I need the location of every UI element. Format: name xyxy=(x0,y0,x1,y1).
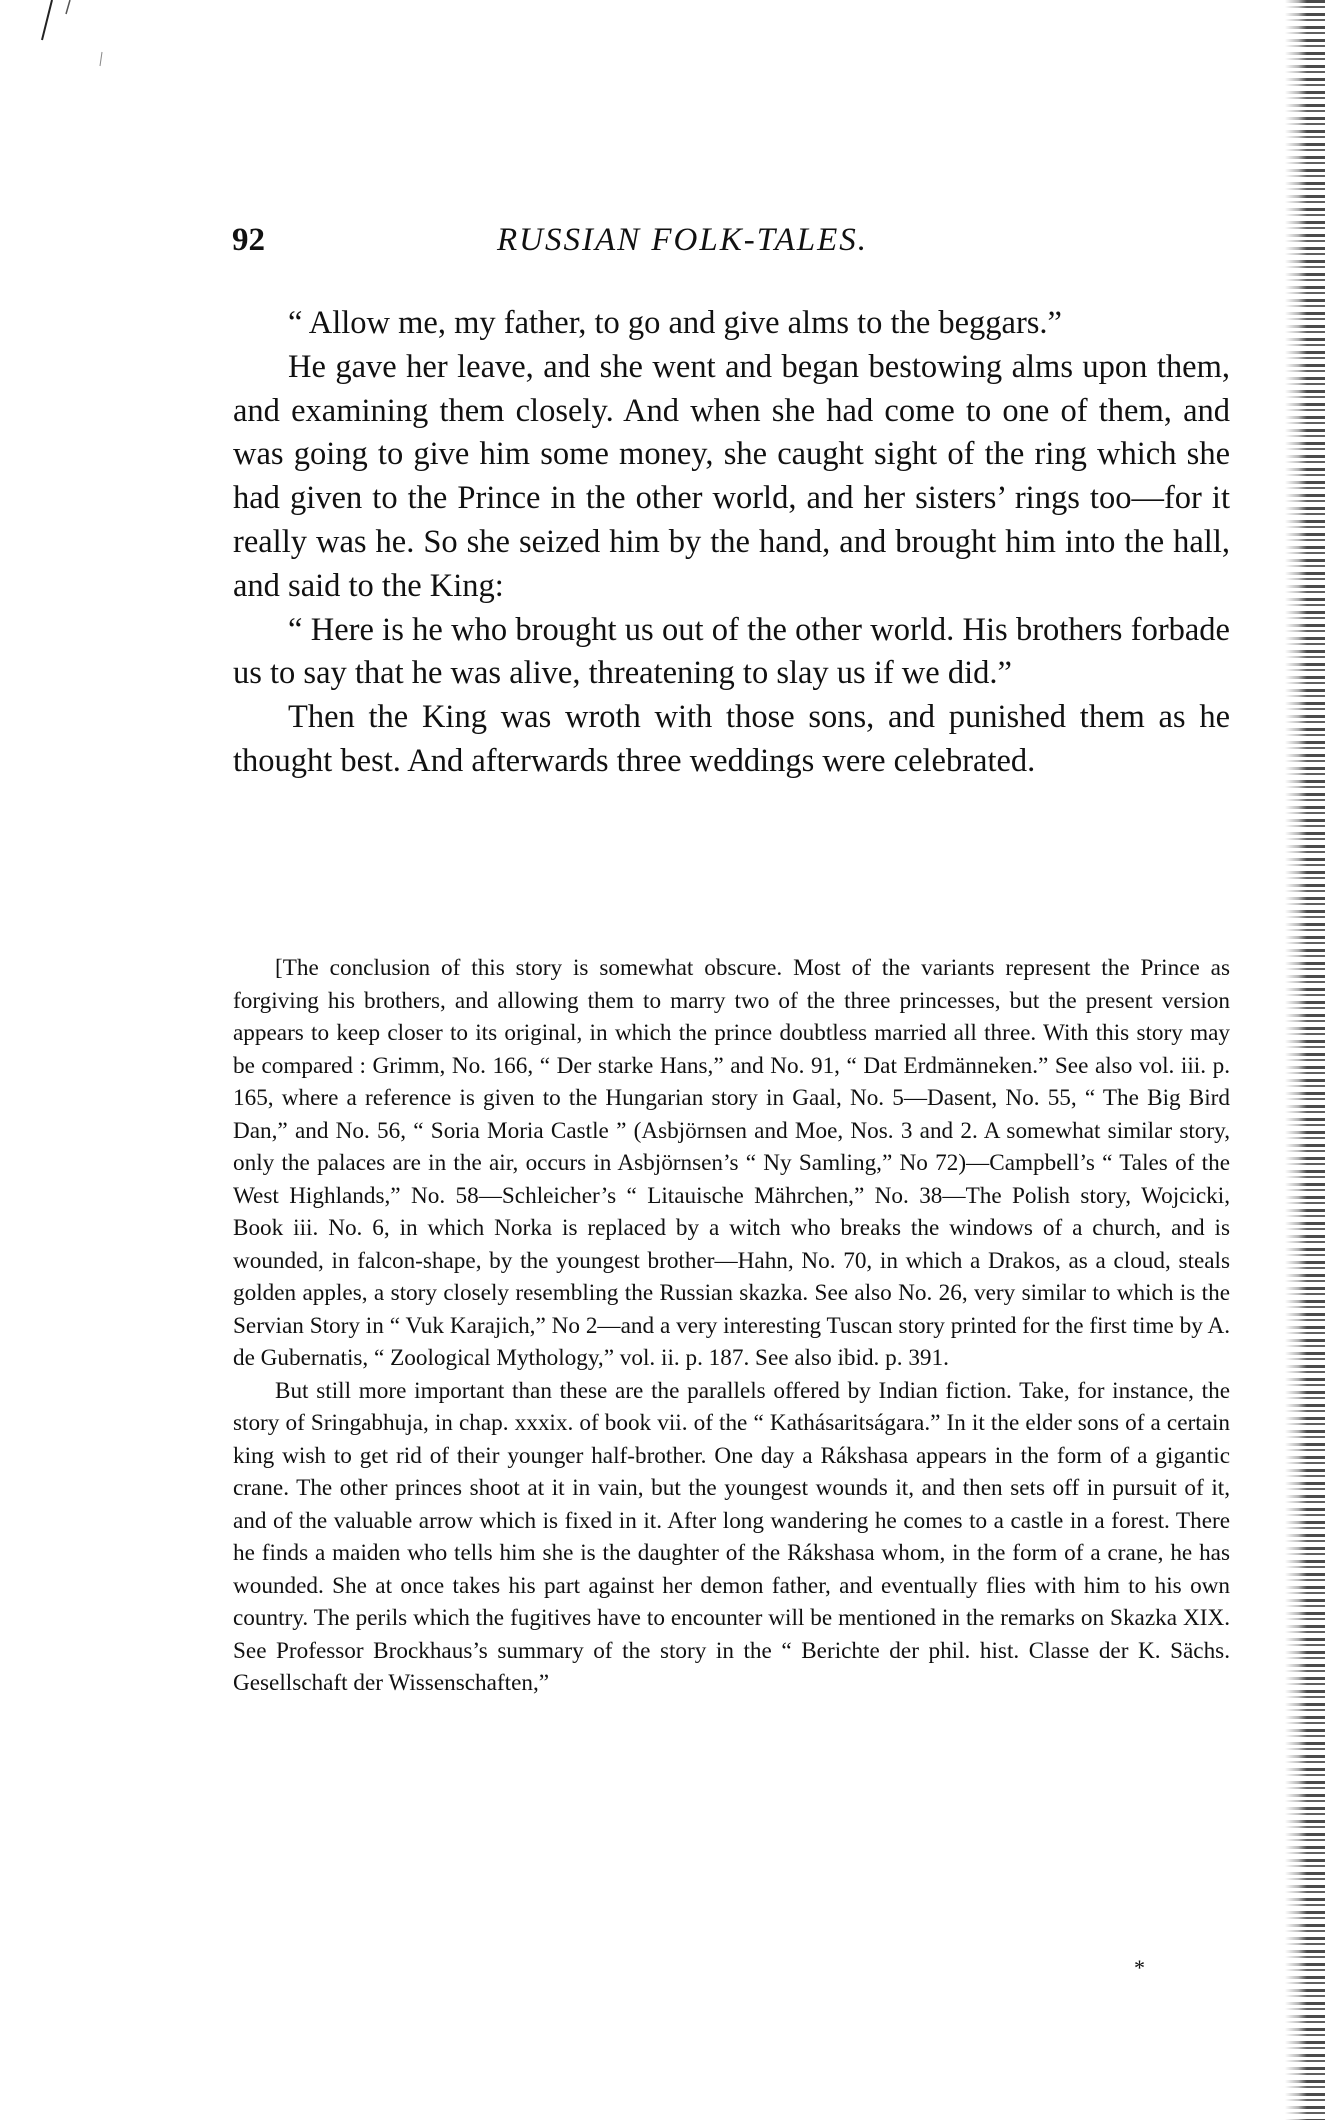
note-paragraph: [The conclusion of this story is somewhat obscure. Most of the variants represent the Prince as forgiving his brothers, and allowing them to marry two of the three princesses, but the present version appears to keep closer to its original, in which the prince doubtless married all three. With this story may be compared : Grimm, No. 166, “ Der starke Hans,” and No. 91, “ Dat Erdmänneken.” See also vol. iii. p. 165, where a reference is given to the Hungarian story in Gaal, No. 5—Dasent, No. 55, “ The Big Bird Dan,” and No. 56, “ Soria Moria Castle ” (Asbjörnsen and Moe, Nos. 3 and 2. A somewhat similar story, only the palaces are in the air, occurs in Asbjörnsen’s “ Ny Samling,” No 72)—Campbell’s “ Tales of the West Highlands,” No. 58—Schleicher’s “ Litauische Mährchen,” No. 38—The Polish story, Wojcicki, Book iii. No. 6, in which Norka is replaced by a witch who breaks the windows of a church, and is wounded, in falcon-shape, by the youngest brother—Hahn, No. 70, in which a Drakos, as a cloud, steals golden apples, a story closely resembling the Russian skazka. See also No. 26, very similar to which is the Servian Story in “ Vuk Karajich,” No 2—and a very interesting Tuscan story printed for the first time by A. de Gubernatis, “ Zoological Mythology,” vol. ii. p. 187. See also ibid. p. 391. xyxy=(233,955,1230,1371)
paragraph: “ Here is he who brought us out of the other world. His brothers forbade us to say that he was alive, threatening to slay us if we did.” xyxy=(233,611,1230,692)
main-text xyxy=(233,302,1230,784)
note-paragraph: But still more important than these are the parallels offered by Indian fiction. Take, for instance, the story of Sringabhuja, in chap. xxxix. of book vii. of the “ Kathásaritságara.” In it the elder sons of a certain king wish to get rid of their younger half-brother. One day a Rákshasa appears in the form of a gigantic crane. The other princes shoot at it in vain, but the youngest wounds it, and then sets off in pursuit of it, and of the valuable arrow which is fixed in it. After long wandering he comes to a castle in a forest. There he finds a maiden who tells him she is the daughter of the Rákshasa whom, in the form of a crane, he has wounded. She at once takes his part against her demon father, and eventually flies with him to his own country. The perils which the fugitives have to encounter will be mentioned in the remarks on Skazka XIX. See Professor Brockhaus’s summary of the story in the “ Berichte der phil. hist. Classe der K. Sächs. Gesellschaft der Wissenschaften,” xyxy=(233,1377,1230,1696)
notes-section xyxy=(233,952,1230,1700)
footer-mark: * xyxy=(1134,1955,1145,1980)
paragraph: He gave her leave, and she went and began bestowing alms upon them, and examining them closely. And when she had come to one of them, and was going to give him some money, she caught sight of the ring which she had given to the Prince in the other world, and her sisters’ rings too—for it really was he. So she seized him by the hand, and brought him into the hall, and said to the King: xyxy=(233,348,1230,604)
running-title: RUSSIAN FOLK-TALES. xyxy=(497,222,869,258)
page-edge-fade xyxy=(1285,0,1307,2120)
margin-scratch-marks xyxy=(40,0,120,70)
page-number: 92 xyxy=(232,222,265,258)
page-header xyxy=(232,222,1232,266)
paragraph: Then the King was wroth with those sons, and punished them as he thought best. And afterwards three weddings were celebrated. xyxy=(233,699,1230,779)
paragraph: “ Allow me, my father, to go and give alms to the beggars.” xyxy=(288,305,1062,341)
